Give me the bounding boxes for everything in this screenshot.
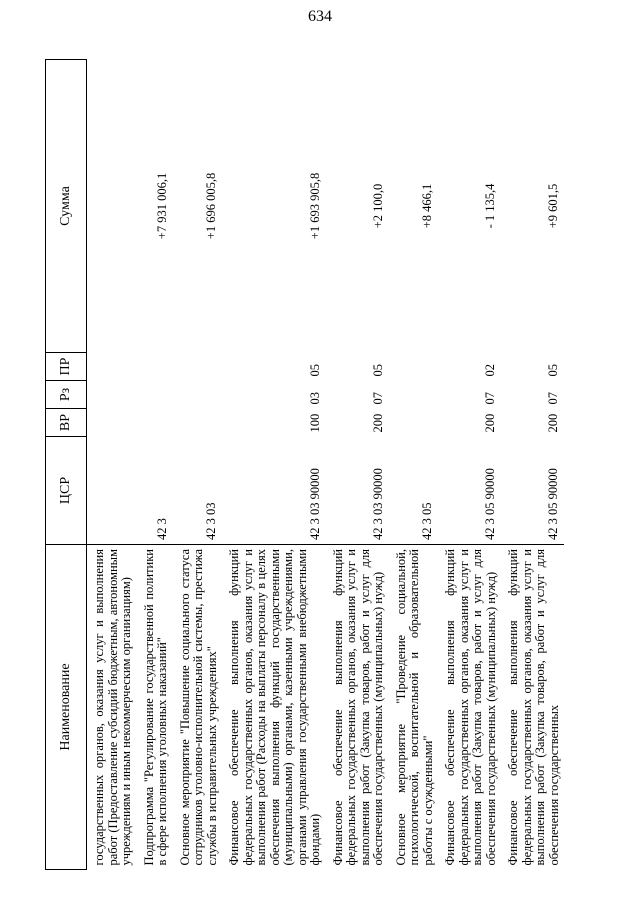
row-csr: 42 3 05 90000 — [438, 437, 501, 545]
row-sum: +1 696 005,8 — [204, 172, 218, 240]
row-csr: 42 3 03 90000 — [222, 437, 326, 545]
table-row — [173, 60, 223, 870]
row-vr — [137, 409, 173, 437]
row-sum — [87, 60, 137, 353]
row-pr: 05 — [307, 364, 322, 377]
row-name: Подпрограмма "Регулирование государственной политики в сфере исполнения уголовных наказаний" — [141, 549, 169, 866]
row-name: Финансовое обеспечение выполнения функций федеральных государственных органов, оказания услуг и выполнения работ (Закупка товаров, работ и услуг для обеспечения государственных — [506, 549, 561, 866]
table-header — [46, 60, 87, 870]
row-csr: 42 3 05 — [389, 437, 439, 545]
row-rz — [173, 381, 223, 409]
row-rz — [87, 381, 137, 409]
header-sum: Сумма — [46, 60, 87, 353]
table-row — [326, 60, 389, 870]
row-sum: +8 466,1 — [420, 183, 434, 229]
row-sum: - 1 135,4 — [483, 183, 497, 229]
row-csr: 42 3 03 90000 — [326, 437, 389, 545]
table-row — [222, 60, 326, 870]
row-sum: +7 931 006,1 — [154, 172, 169, 240]
row-pr — [137, 353, 173, 381]
row-sum: +2 100,0 — [370, 183, 385, 229]
row-csr: 42 3 03 — [173, 437, 223, 545]
row-vr — [173, 409, 223, 437]
header-vr: ВР — [46, 409, 87, 437]
row-csr: 42 3 — [137, 437, 173, 545]
row-rz — [389, 381, 439, 409]
table-row — [438, 60, 501, 870]
header-rz: Рз — [46, 381, 87, 409]
row-rz: 07 — [546, 392, 560, 405]
row-pr: 05 — [370, 364, 385, 377]
row-name: государственных органов, оказания услуг и выполнения работ (Предоставление субсидий бюджетным, автономным учреждениям и иным некоммерческим организациям) — [92, 549, 133, 866]
row-rz: 03 — [307, 392, 322, 405]
budget-table — [45, 59, 564, 870]
row-name: Финансовое обеспечение выполнения функций федеральных государственных органов, оказания услуг и выполнения работ (Закупка товаров, работ и услуг для обеспечения государственных (муниципальных) нужд) — [330, 549, 385, 866]
table-row — [389, 60, 439, 870]
table-row — [501, 60, 564, 870]
row-rz — [137, 381, 173, 409]
row-vr: 200 — [370, 413, 385, 433]
row-name: Финансовое обеспечение выполнения функций федеральных государственных органов, оказания услуг и выполнения работ (Закупка товаров, работ и услуг для обеспечения государственных (муниципальных) нужд) — [443, 549, 498, 866]
row-pr: 05 — [546, 364, 560, 377]
header-name: Наименование — [46, 545, 87, 870]
table-row — [137, 60, 173, 870]
header-csr: ЦСР — [46, 437, 87, 545]
row-rz: 07 — [370, 392, 385, 405]
row-vr — [87, 409, 137, 437]
row-vr: 200 — [483, 413, 497, 433]
row-name: Финансовое обеспечение выполнения функций федеральных государственных органов, оказания услуг и выполнения работ (Расходы на выплаты персоналу в целях обеспечения выполнения функций государственными (муниципальными) органами, казенными учреждениями, органами управления государственными внебюджетными фондами) — [227, 549, 322, 866]
row-sum: +1 693 905,8 — [307, 172, 322, 240]
row-name: Основное мероприятие "Повышение социального статуса сотрудников уголовно-исполнительной системы, престижа службы в исправительных учреждениях" — [177, 549, 219, 866]
row-vr: 200 — [546, 413, 560, 433]
row-rz: 07 — [483, 392, 497, 405]
table-row — [87, 60, 137, 870]
row-vr — [389, 409, 439, 437]
rotated-page — [45, 60, 605, 870]
row-csr — [87, 437, 137, 545]
row-sum: +9 601,5 — [546, 183, 560, 229]
row-csr: 42 3 05 90000 — [501, 437, 564, 545]
row-pr — [389, 353, 439, 381]
row-pr — [87, 353, 137, 381]
row-name: Основное мероприятие "Проведение социальной, психологической, воспитательной и образовательной работы с осужденными" — [393, 549, 435, 866]
row-vr: 100 — [307, 413, 322, 433]
row-pr: 02 — [483, 364, 497, 377]
page-number: 634 — [308, 8, 332, 25]
header-pr: ПР — [46, 353, 87, 381]
row-pr — [173, 353, 223, 381]
